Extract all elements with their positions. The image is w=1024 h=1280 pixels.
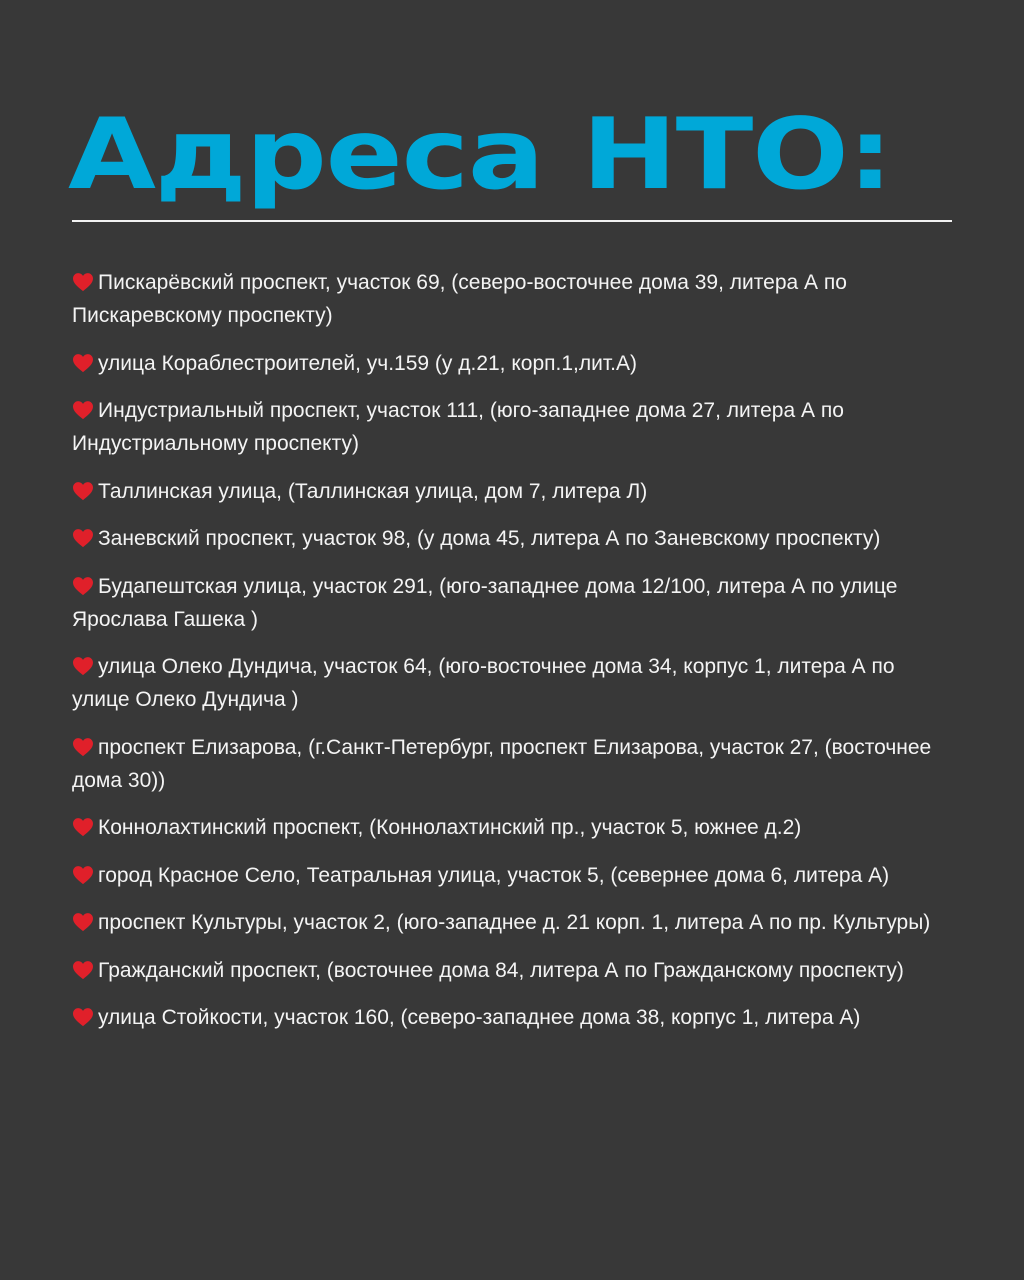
heart-icon	[72, 731, 98, 764]
list-item	[72, 906, 932, 939]
address-text: Заневский проспект, участок 98, (у дома 45, литера А по Заневскому проспекту)	[98, 527, 881, 550]
address-text: улица Стойкости, участок 160, (северо-западнее дома 38, корпус 1, литера А)	[98, 1006, 861, 1029]
heart-icon	[72, 570, 98, 603]
list-item	[72, 811, 932, 844]
page-title: Адреса НТО:	[68, 98, 892, 212]
address-text: улица Кораблестроителей, уч.159 (у д.21, корп.1,лит.А)	[98, 351, 637, 375]
heart-icon	[72, 347, 98, 380]
heart-icon	[72, 266, 98, 299]
list-item	[72, 731, 932, 797]
address-text: проспект Елизарова, (г.Санкт-Петербург, проспект Елизарова, участок 27, (восточнее дома 30))	[72, 735, 932, 792]
list-item	[72, 347, 932, 380]
list-item	[72, 859, 932, 892]
title-divider	[72, 220, 952, 222]
address-text: улица Олеко Дундича, участок 64, (юго-восточнее дома 34, корпус 1, литера А по улице Олеко Дундича )	[72, 655, 895, 711]
heart-icon	[72, 1001, 98, 1034]
address-text: Индустриальный проспект, участок 111, (юго-западнее дома 27, литера А по Индустриальному проспекту)	[72, 399, 844, 455]
address-text: проспект Культуры, участок 2, (юго-западнее д. 21 корп. 1, литера А по пр. Культуры)	[98, 911, 931, 934]
address-text: Будапештская улица, участок 291, (юго-западнее дома 12/100, литера А по улице Ярослава Гашека )	[72, 574, 898, 631]
heart-icon	[72, 906, 98, 939]
address-list	[72, 266, 932, 1049]
heart-icon	[72, 650, 98, 683]
heart-icon	[72, 475, 98, 508]
list-item	[72, 1001, 932, 1034]
list-item	[72, 394, 932, 460]
list-item	[72, 570, 932, 636]
list-item	[72, 266, 932, 332]
list-item	[72, 650, 932, 716]
address-text: Коннолахтинский проспект, (Коннолахтинский пр., участок 5, южнее д.2)	[98, 816, 802, 839]
address-text: Пискарёвский проспект, участок 69, (северо-восточнее дома 39, литера А по Пискаревскому проспекту)	[72, 271, 847, 327]
address-text: Таллинская улица, (Таллинская улица, дом 7, литера Л)	[98, 479, 648, 503]
address-text: Гражданский проспект, (восточнее дома 84, литера А по Гражданскому проспекту)	[98, 958, 904, 982]
heart-icon	[72, 522, 98, 555]
list-item	[72, 954, 932, 987]
heart-icon	[72, 954, 98, 987]
list-item	[72, 522, 932, 555]
address-text: город Красное Село, Театральная улица, участок 5, (севернее дома 6, литера А)	[98, 863, 890, 887]
heart-icon	[72, 859, 98, 892]
list-item	[72, 475, 932, 508]
heart-icon	[72, 811, 98, 844]
heart-icon	[72, 394, 98, 427]
